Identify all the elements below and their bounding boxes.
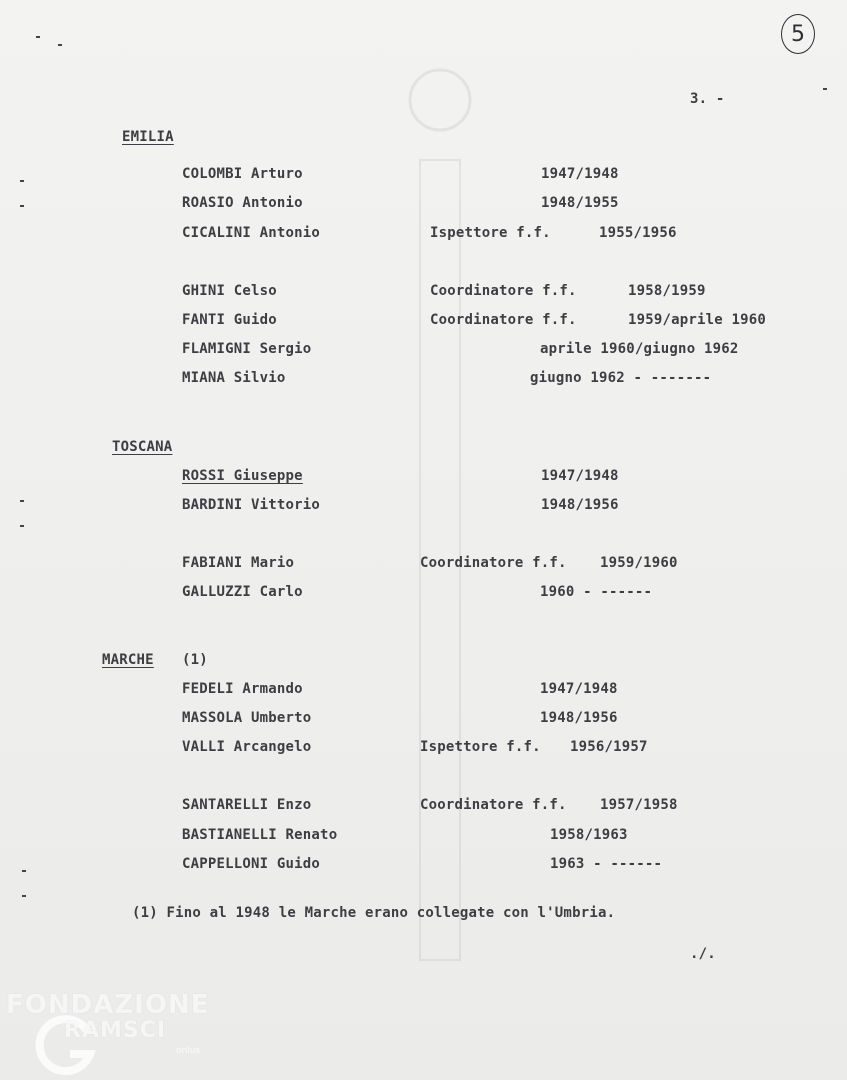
footnote: (1) Fino al 1948 le Marche erano collegate con l'Umbria. [132, 905, 616, 921]
entry-name: COLOMBI Arturo [182, 166, 303, 182]
entry-role: Coordinatore f.f. [420, 555, 567, 571]
entry-period: 1947/1948 [541, 166, 619, 182]
entry-name: SANTARELLI Enzo [182, 797, 312, 813]
sheet-number: 3. - [690, 91, 725, 107]
entry-period: 1957/1958 [600, 797, 678, 813]
entry-period: 1959/aprile 1960 [628, 312, 767, 328]
watermark-suffix: onlus [176, 1046, 201, 1056]
entry-role: Coordinatore f.f. [420, 797, 567, 813]
entry-name: ROASIO Antonio [182, 195, 303, 211]
faint-stamp-impression [380, 40, 500, 1040]
section-heading-toscana: TOSCANA [112, 439, 173, 455]
entry-period: 1948/1956 [541, 497, 619, 513]
entry-period: 1947/1948 [541, 468, 619, 484]
entry-period: 1959/1960 [600, 555, 678, 571]
entry-role: Ispettore f.f. [420, 739, 541, 755]
entry-name: FANTI Guido [182, 312, 277, 328]
entry-name: BASTIANELLI Renato [182, 827, 338, 843]
margin-dot [823, 88, 827, 90]
continuation-mark: ./. [690, 946, 716, 962]
entry-period: giugno 1962 - ------- [530, 370, 712, 386]
margin-dot [36, 36, 40, 38]
entry-name: MIANA Silvio [182, 370, 286, 386]
entry-period: 1958/1963 [550, 827, 628, 843]
entry-period: 1958/1959 [628, 283, 706, 299]
fondazione-gramsci-watermark [6, 990, 216, 1080]
entry-role: Coordinatore f.f. [430, 283, 577, 299]
entry-name: GALLUZZI Carlo [182, 584, 303, 600]
section-heading-marche: MARCHE [102, 652, 154, 668]
entry-name: FEDELI Armando [182, 681, 303, 697]
entry-period: 1948/1955 [541, 195, 619, 211]
page-number-circle [781, 14, 815, 54]
page-number: 5 [791, 21, 805, 47]
entry-name: FLAMIGNI Sergio [182, 341, 312, 357]
margin-dot [22, 895, 26, 897]
margin-dot [22, 870, 26, 872]
section-heading-emilia: EMILIA [122, 129, 174, 145]
entry-name: ROSSI Giuseppe [182, 468, 303, 484]
entry-period: aprile 1960/giugno 1962 [540, 341, 739, 357]
entry-name: GHINI Celso [182, 283, 277, 299]
entry-name: CAPPELLONI Guido [182, 856, 321, 872]
footnote-reference: (1) [182, 652, 208, 668]
watermark-line1: FONDAZIONE [6, 990, 210, 1020]
entry-period: 1963 - ------ [550, 856, 663, 872]
entry-role: Ispettore f.f. [430, 225, 551, 241]
entry-name: CICALINI Antonio [182, 225, 321, 241]
entry-period: 1947/1948 [540, 681, 618, 697]
entry-name: BARDINI Vittorio [182, 497, 321, 513]
entry-period: 1956/1957 [570, 739, 648, 755]
entry-name: FABIANI Mario [182, 555, 295, 571]
margin-dot [20, 180, 24, 182]
entry-name: VALLI Arcangelo [182, 739, 312, 755]
margin-dot [20, 525, 24, 527]
margin-dot [20, 500, 24, 502]
margin-dot [58, 44, 62, 46]
watermark-line2: RAMSCI [64, 1018, 167, 1043]
margin-dot [20, 205, 24, 207]
entry-role: Coordinatore f.f. [430, 312, 577, 328]
entry-period: 1948/1956 [540, 710, 618, 726]
entry-name: MASSOLA Umberto [182, 710, 312, 726]
entry-period: 1955/1956 [599, 225, 677, 241]
entry-period: 1960 - ------ [540, 584, 653, 600]
